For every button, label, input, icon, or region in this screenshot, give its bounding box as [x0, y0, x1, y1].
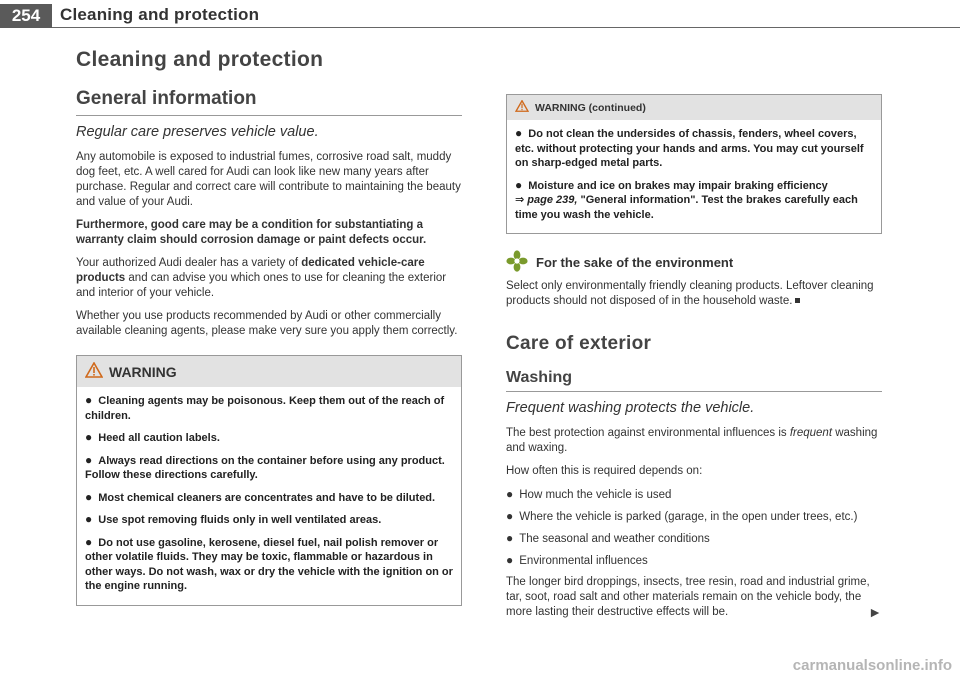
general-paragraph-3	[76, 256, 462, 301]
warning-item: ● Use spot removing fluids only in well ventilated areas.	[85, 512, 382, 526]
end-of-section-icon	[795, 298, 800, 303]
warning-item: ● Cleaning agents may be poisonous. Keep them out of the reach of children.	[85, 393, 445, 422]
right-column	[506, 94, 882, 628]
warning-continued-title: WARNING (continued)	[535, 101, 646, 114]
washing-paragraph-2: How often this is required depends on:	[506, 465, 703, 477]
watermark: carmanualsonline.info	[792, 657, 952, 674]
continue-arrow-icon: ►	[868, 604, 882, 620]
warning-triangle-icon	[85, 362, 103, 381]
header-rule	[52, 27, 960, 28]
warning-header	[77, 356, 461, 387]
exterior-title: Care of exterior	[506, 333, 652, 354]
page-header	[0, 0, 960, 30]
environment-text: Select only environmentally friendly cleaning products. Leftover cleaning products should not disposed of in the household waste.	[506, 280, 874, 307]
left-column	[76, 48, 462, 606]
warning-item: ● Heed all caution labels.	[85, 430, 220, 444]
warning-box	[76, 355, 462, 606]
general-paragraph-1: Any automobile is exposed to industrial fumes, corrosive road salt, muddy dog feet, etc. A well cared for Audi can look like new many years after purchase. Regular and correct care will contribute to maintaining the beauty and value of your Audi.	[76, 151, 461, 208]
general-paragraph-2: Furthermore, good care may be a condition for substantiating a warranty claim should corrosion damage or paint defects occur.	[76, 219, 427, 246]
washing-title: Washing	[506, 369, 882, 392]
washing-conditions-list	[506, 487, 882, 569]
list-item: ● How much the vehicle is used	[506, 487, 672, 501]
general-paragraph-4: Whether you use products recommended by Audi or other commercially available cleaning agents, please make very sure you apply them correctly.	[76, 310, 458, 337]
general-lead: Regular care preserves vehicle value.	[76, 124, 319, 140]
page-number: 254	[0, 4, 52, 28]
warning-item: ● Most chemical cleaners are concentrates and have to be diluted.	[85, 489, 436, 504]
page-reference-link[interactable]: ⇒ page 239,	[515, 194, 578, 206]
warning-title: WARNING	[109, 363, 177, 380]
washing-paragraph-3: The longer bird droppings, insects, tree resin, road and industrial grime, tar, soot, road salt and other materials remain on the vehicle body, the more lasting their destructive effects will be. ►	[506, 576, 882, 620]
list-item: ● Environmental influences	[506, 553, 648, 567]
warning-continued-header	[507, 95, 881, 120]
environment-title: For the sake of the environment	[536, 255, 734, 270]
environment-heading	[506, 250, 882, 275]
washing-paragraph-1: The best protection against environmental influences is frequent washing and waxing.	[506, 427, 878, 454]
p3-text-c: and can advise you which ones to use for cleaning the exterior and interior of your vehicle.	[76, 272, 447, 299]
flower-icon	[506, 250, 528, 275]
list-item: ● The seasonal and weather conditions	[506, 531, 710, 545]
list-item: ● Where the vehicle is parked (garage, in the open under trees, etc.)	[506, 509, 858, 523]
p3-text-a: Your authorized Audi dealer has a variety of	[76, 257, 302, 269]
chapter-title: Cleaning and protection	[76, 48, 324, 71]
p3-text-bold: dedicated vehicle-care products	[76, 257, 425, 284]
warning-triangle-icon	[515, 100, 529, 115]
warning-item: ● Do not use gasoline, kerosene, diesel fuel, nail polish remover or other volatile fluids. They may be toxic, flammable or hazardous in other ways. Do not wash, wax or dry the vehicle with the ignition on or the engine running.	[85, 534, 453, 592]
warning-item: ● Do not clean the undersides of chassis, fenders, wheel covers, etc. without protecting your hands and arms. You may cut yourself on sharp-edged metal parts.	[515, 126, 864, 169]
section-title-general: General information	[76, 88, 462, 116]
washing-lead: Frequent washing protects the vehicle.	[506, 400, 755, 416]
warning-continued-body	[507, 120, 881, 233]
header-title: Cleaning and protection	[60, 5, 260, 24]
warning-continued-box	[506, 94, 882, 234]
warning-item: ● Moisture and ice on brakes may impair braking efficiency ⇒ page 239, "General information". Test the brakes carefully each time you wash the vehicle.	[515, 177, 858, 221]
warning-body	[77, 387, 461, 605]
warning-item: ● Always read directions on the container before using any product. Follow these directions carefully.	[85, 452, 445, 481]
